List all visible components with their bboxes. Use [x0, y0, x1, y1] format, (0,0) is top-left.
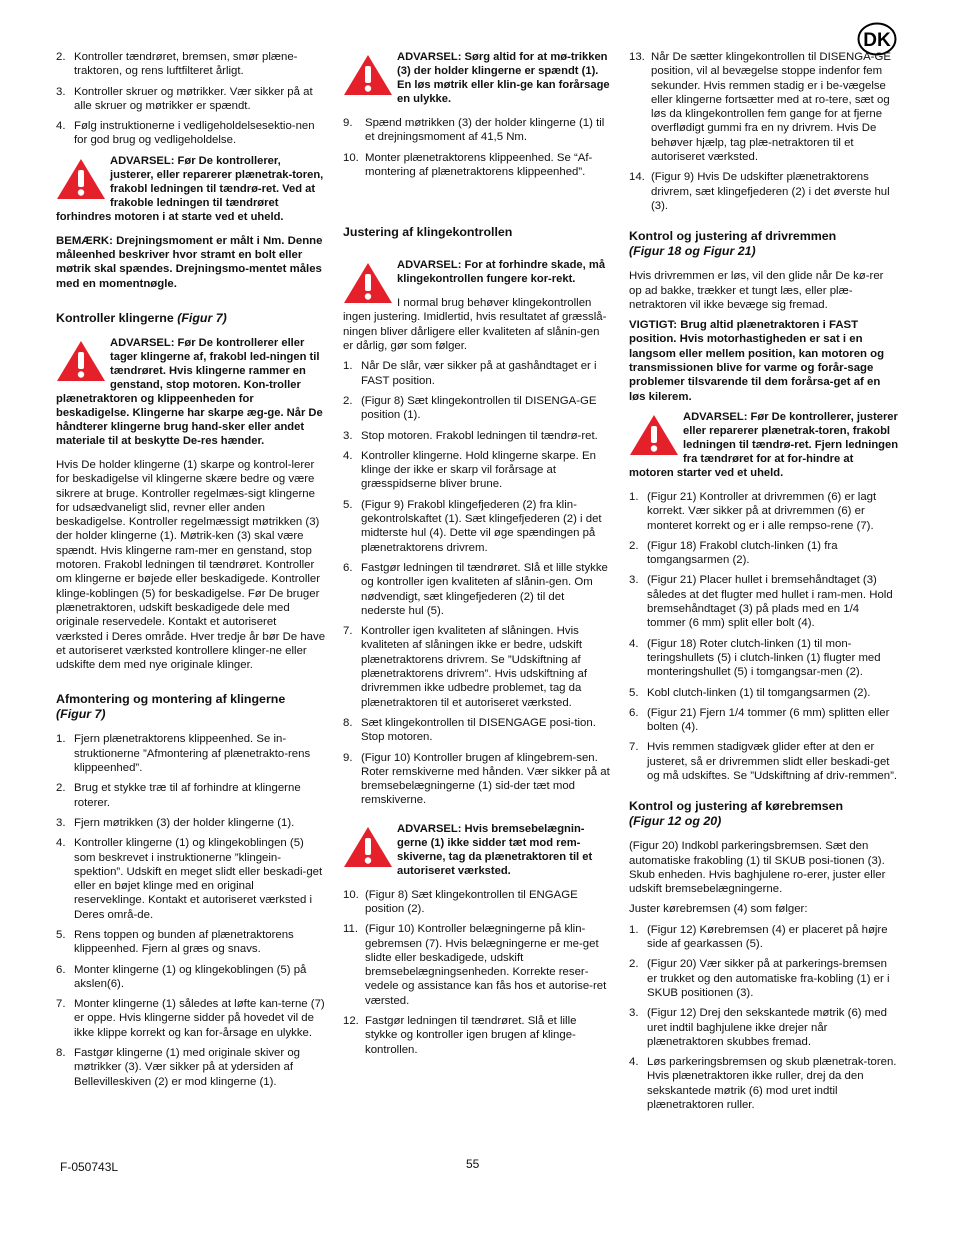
list-item-text: Fastgør ledningen til tændrøret. Slå et lille stykke og kontroller igen kvaliteten af slånin-gen. Om nødvendigt, sæt klingefjederen (2) til det nederste hul (5). — [361, 561, 608, 617]
document-code: F-050743L — [60, 1160, 119, 1174]
list-item-number: 12. — [343, 1015, 359, 1028]
list-item-number: 4. — [56, 837, 66, 850]
list-item — [343, 922, 611, 1008]
warning-box — [56, 336, 326, 448]
list-item-number: 10. — [343, 151, 359, 164]
list-item — [56, 50, 326, 79]
list-item — [629, 686, 899, 700]
list-item-number: 3. — [343, 429, 353, 442]
warning-box — [343, 258, 611, 286]
warning-triangle-icon — [343, 54, 393, 96]
warning-text: ADVARSEL: Hvis bremsebelægnin-gerne (1) ikke sidder tæt mod rem-skiverne, tag da plænetraktoren til et autoriseret værksted. — [397, 822, 593, 877]
list-item-text: (Figur 9) Frakobl klingefjederen (2) fra klin-gekontrolskaftet (1). Sæt klingefjederen (2) i det midterste hul (4). Dette vil øge spændingen på plænetraktorens drivrem. — [361, 498, 602, 554]
list-item-text: Følg instruktionerne i vedligeholdelsesektio-nen for god brug og vedligeholdelse. — [74, 120, 315, 147]
list-item — [343, 498, 611, 555]
list-item-text: Fastgør klingerne (1) med originale skiver og møtrikker (3). Vær sikker på at ydersiden af Bellevilleskiven (2) er mod klingerne (1). — [74, 1047, 301, 1088]
list-item-text: (Figur 21) Placer hullet i bremsehåndtaget (3) således at det flugter med hullet i ram-men. Hold bremsehåndtaget (3) på plads med en 1/4 tommer (6 mm) split eller bolt (4). — [647, 574, 893, 630]
list-item-number: 7. — [629, 741, 639, 754]
list-item-number: 7. — [56, 998, 66, 1011]
list-item — [629, 50, 899, 164]
list-item-text: (Figur 18) Frakobl clutch-linken (1) fra tomgangsarmen (2). — [647, 539, 838, 567]
list-item-text: (Figur 12) Kørebremsen (4) er placeret på højre side af gearkassen (5). — [647, 923, 888, 951]
list-item-number: 3. — [56, 816, 66, 829]
list-item-text: Rens toppen og bunden af plænetraktorens klippeenhed. Fjern al græs og snavs. — [74, 928, 294, 956]
list-blade-torque — [343, 116, 611, 179]
column-left — [56, 50, 326, 1095]
list-item — [629, 923, 899, 952]
heading-drive-brake: Kontrol og justering af kørebremsen (Figur 12 og 20) — [629, 799, 844, 829]
warning-text: ADVARSEL: Før De kontrollerer, justerer, eller reparerer plænetrak-toren, frakobl ledningen til tændrø-ret. Ved at frakoble ledningen til tændrøret forhindres motoren i at starte ved et uheld. — [56, 154, 324, 223]
list-item-number: 3. — [629, 1007, 639, 1020]
list-item-number: 5. — [343, 498, 353, 511]
list-item — [56, 836, 326, 922]
list-item-text: Sæt klingekontrollen til DISENGAGE posi-tion. Stop motoren. — [361, 716, 596, 744]
list-item-number: 8. — [343, 716, 353, 729]
list-item — [343, 888, 611, 917]
list-item-text: (Figur 8) Sæt klingekontrollen til DISENGA-GE position (1). — [361, 394, 597, 422]
list-item-number: 2. — [56, 782, 66, 795]
heading-drive-belt: Kontrol og justering af drivremmen (Figur 18 og Figur 21) — [629, 229, 837, 259]
list-item-text: Monter klingerne (1) således at løfte kan-terne (7) er oppe. Hvis klingerne sidder på hovedet vil de ikke klippe korrekt og kan for-årsage en ulykke. — [74, 998, 325, 1039]
list-item-number: 6. — [343, 561, 353, 574]
list-item — [629, 1055, 899, 1112]
paragraph-parking-brake: (Figur 20) Indkobl parkeringsbremsen. Sæt den automatiske frakobling (1) til SKUB posi-tionen (3). Skub enheden. Hvis baghjulene ro-erer, juster eller udskift bremsebelægningerne. — [629, 840, 886, 896]
list-item-number: 2. — [629, 958, 639, 971]
list-item-number: 1. — [56, 733, 66, 746]
list-item — [56, 119, 326, 148]
list-item-text: Kontroller igen kvaliteten af slåningen. Hvis kvaliteten af slåningen ikke er bedre, udskift plænetraktorens drivrem. Se ”Udskiftning af plænetraktorens drivrem”. Hvis udskiftning af drivremmen ikke udbedre problemet, tag da plænetraktoren til et autoriseret værksted. — [361, 625, 587, 709]
list-blade-brake — [343, 888, 611, 1057]
list-item-text: (Figur 20) Vær sikker på at parkerings-bremsen er trukket og den automatiske fra-kobling (1) er i SKUB positionen (3). — [647, 958, 890, 999]
badge-text: DK — [863, 30, 891, 51]
list-item-number: 3. — [629, 574, 639, 587]
warning-box — [343, 822, 611, 878]
list-item-text: Monter plænetraktorens klippeenhed. Se “Af-montering af plænetraktorens klippeenhed”. — [365, 151, 593, 178]
list-item — [343, 624, 611, 710]
list-item — [343, 359, 611, 388]
list-item-text: (Figur 21) Kontroller at drivremmen (6) er lagt korrekt. Vær sikker på at drivremmen (6) er monteret korrekt og er i alle rempso-rene (7). — [647, 490, 877, 532]
list-item-text: (Figur 10) Kontroller belægningerne på klin-gebremsen (7). Hvis belægningerne er me-get slidte eller beskadigede, udskift bremsebelægningsenheden. Korrekte reser-vedele og assistance kan fås hos et autorise-ret værsted. — [365, 923, 607, 1007]
paragraph-blade-control: I normal brug behøver klingekontrollen ingen justering. Imidlertid, hvis resultatet af græsslå-ningen bliver dårligere eller kvaliteten af slånin-gen er dårlig, gør som følger. — [343, 297, 607, 353]
heading-check-blades: Kontroller klingerne (Figur 7) — [56, 310, 227, 325]
warning-box — [56, 154, 326, 224]
list-item — [343, 716, 611, 745]
list-item — [56, 781, 326, 810]
list-item — [629, 170, 899, 213]
list-item-number: 1. — [343, 360, 353, 373]
warning-triangle-icon — [343, 826, 393, 868]
list-item-text: Spænd møtrikken (3) der holder klingerne (1) til et drejningsmoment af 41,5 Nm. — [365, 117, 605, 144]
warning-triangle-icon — [56, 340, 106, 382]
list-item-text: Løs parkeringsbremsen og skub plænetrak-toren. Hvis plænetraktoren ikke ruller, drej da den sekskantede møtrik (6) mod uret indtil plænetraktoren ruller. — [647, 1056, 897, 1112]
list-item-text: (Figur 12) Drej den sekskantede møtrik (6) med uret indtil baghjulene ikke drejer når plænetraktoren skubbes fremad. — [647, 1007, 887, 1048]
list-item-number: 4. — [343, 449, 353, 462]
warning-text: ADVARSEL: Sørg altid for at mø-trikken (3) der holder klingerne er spændt (1). En løs møtrik eller klin-ge kan forårsage en ulykke. — [397, 51, 610, 105]
list-item-text: Hvis remmen stadigvæk glider efter at den er justeret, så er drivremmen slidt eller beskadi-get og må udskiftes. Se ”Udskiftning af driv-remmen”. — [647, 741, 898, 782]
list-item-number: 8. — [56, 1047, 66, 1060]
list-item-text: Kobl clutch-linken (1) til tomgangsarmen (2). — [647, 686, 871, 699]
list-item — [343, 429, 611, 443]
list-item — [56, 963, 326, 992]
list-item-text: Når De sætter klingekontrollen til DISENGA-GE position, vil al bevægelse stoppe indenfor fem sekunder. Hvis remmen stadig er i be-vægelse eller klingerne fortsætter med at ro-tere, sæt og løs da klingekontrollen fem gange for at fjerne overflødigt gummi fra en ny drivrem. Hvis De behøver hjælp, tag plæ-netraktoren til et autoriseret værksted. — [651, 51, 891, 164]
list-item — [343, 751, 611, 808]
column-middle — [343, 50, 611, 1063]
list-item-text: Brug et stykke træ til af forhindre at klingerne roterer. — [74, 782, 301, 809]
list-item — [56, 85, 326, 114]
warning-triangle-icon — [343, 262, 393, 304]
list-item — [56, 997, 326, 1040]
list-item-text: Kontroller tændrøret, bremsen, smør plæne-traktoren, og rens luftfilteret årligt. — [74, 51, 298, 78]
page-number: 55 — [466, 1157, 480, 1171]
paragraph-adjust-brake: Juster kørebremsen (4) som følger: — [629, 903, 808, 916]
list-item — [343, 151, 611, 180]
list-item-number: 3. — [56, 85, 66, 98]
list-item-number: 5. — [56, 928, 66, 941]
list-item-number: 6. — [56, 963, 66, 976]
list-item-number: 2. — [343, 394, 353, 407]
list-item — [629, 740, 899, 783]
paragraph-drive-belt: Hvis drivremmen er løs, vil den glide når De kø-rer op ad bakke, trækker et tungt læs, eller plæ-netraktoren vil ikke bevæge sig fremad. — [629, 270, 884, 311]
list-item-number: 13. — [629, 51, 645, 63]
list-item-number: 11. — [343, 923, 358, 936]
warning-text: ADVARSEL: Før De kontrollerer, justerer eller reparerer plænetrak-toren, frakobl ledningen til tændrø-ret. Fjern ledningen fra tændrøret for at for-hindre at motoren starter ved et uheld. — [629, 410, 899, 479]
warning-text: ADVARSEL: Før De kontrollerer eller tager klingerne af, frakobl led-ningen til tændrøret. Hvis klingerne rammer en genstand, stop motoren. Kon-troller plænetraktoren og klippeenheden for beskadigelse. Klingerne har skarpe æg-ge. Når De håndterer klingerne brug hand-sker eller andet materiale til at beskytte De-res hænder. — [56, 336, 323, 447]
list-item — [56, 816, 326, 830]
list-item — [629, 573, 899, 630]
list-remove-install-blades — [56, 732, 326, 1089]
warning-text: ADVARSEL: For at forhindre skade, må klingekontrollen fungere kor-rekt. — [397, 259, 606, 286]
warning-box — [343, 50, 611, 106]
list-item-number: 1. — [629, 490, 639, 503]
list-item-number: 4. — [629, 637, 639, 650]
list-item — [629, 706, 899, 735]
important-note: VIGTIGT: Brug altid plænetraktoren i FAST position. Hvis motorhastigheden er sat i en langsom eller mellem position, kan motoren og transmissionen blive for varme og forår-sage problemer tilsvarende til dem forårsa-get af en løs kilerem. — [629, 319, 885, 403]
list-item-text: (Figur 9) Hvis De udskifter plænetraktorens drivrem, sæt klingefjederen (2) i det øverste hul (3). — [651, 171, 890, 212]
list-drive-brake — [629, 923, 899, 1113]
list-drive-belt — [629, 490, 899, 783]
warning-triangle-icon — [629, 414, 679, 456]
list-item-text: (Figur 10) Kontroller brugen af klingebrem-sen. Roter remskiverne med hånden. Vær sikker på at bremsebelægningerne (1) sid-der tæt mod remskiverne. — [361, 751, 610, 807]
list-item-number: 7. — [343, 625, 353, 638]
list-item — [56, 1046, 326, 1089]
list-item-text: Stop motoren. Frakobl ledningen til tændrø-ret. — [361, 429, 598, 442]
paragraph-blade-check: Hvis De holder klingerne (1) skarpe og kontrol-lerer for beskadigelse vil klingerne skære bedre og være sikrere at bruge. Kontroller regelmæs-sigt klingerne for udsædvaneligt slid, revner eller anden beskadigelse. Kontroller regelmæssigt møtrikken (3) der holder klingerne (1). Møtrik-ken (3) skal være spændt. Hvis klingerne ram-mer en genstand, stop motoren. Frakobl ledningen til tændrøret. Kontroller om klingerne er bøjede eller beskadigede. Kontroller klinge-koblingen (5) for beskadigelse. Før De bruger plænetraktoren, udskift beskadigede dele med originale reservedele. Kontakt et autoriseret værksted i Deres område. Hver tredje år bør De have et autoriseret værksted kontrollere klinger-ne eller udskifte dem med nye originale klinger. — [56, 458, 326, 672]
list-item — [629, 490, 899, 533]
list-adjust-blade-control — [343, 359, 611, 807]
list-item-text: Kontroller skruer og møtrikker. Vær sikker på at alle skruer og møtrikker er spændt. — [74, 85, 313, 112]
warning-triangle-icon — [56, 158, 106, 200]
list-item-text: Kontroller klingerne (1) og klingekoblingen (5) som beskrevet i instruktionerne ”klingein-spektion”. Udskift en meget slidt eller beskadi-get eller en bøjet klinge med en original reserveklinge. Kontakt et autoriseret værksted i Deres områ-de. — [74, 837, 323, 921]
list-item — [343, 449, 611, 492]
list-item-text: Kontroller klingerne. Hold klingerne skarpe. En klinge der ikke er skarp vil forårsage at græsspidserne bliver brune. — [361, 449, 596, 491]
list-item-number: 5. — [629, 686, 639, 699]
list-blade-control-final — [629, 50, 899, 213]
list-item-number: 9. — [343, 117, 353, 129]
list-item-text: (Figur 21) Fjern 1/4 tommer (6 mm) splitten eller bolten (4). — [647, 706, 890, 734]
heading-adjust-blade-control: Justering af klingekontrollen — [343, 225, 513, 240]
list-item — [343, 561, 611, 618]
list-item-text: Når De slår, vær sikker på at gashåndtaget er i FAST position. — [361, 360, 597, 387]
list-item — [343, 116, 611, 145]
list-item — [56, 928, 326, 957]
list-item-text: Monter klingerne (1) og klingekoblingen (5) på akslen(6). — [74, 963, 307, 990]
list-item — [629, 539, 899, 568]
list-item-number: 1. — [629, 923, 639, 936]
list-item — [343, 394, 611, 423]
list-item-number: 4. — [56, 120, 66, 133]
list-item — [56, 732, 326, 775]
list-item-text: (Figur 8) Sæt klingekontrollen til ENGAGE position (2). — [365, 888, 578, 915]
list-item — [629, 1006, 899, 1049]
list-item-number: 2. — [56, 51, 66, 63]
list-item-number: 4. — [629, 1056, 639, 1069]
heading-remove-install-blades: Afmontering og montering af klingerne (Figur 7) — [56, 692, 286, 722]
list-item-number: 9. — [343, 751, 353, 764]
list-item-number: 10. — [343, 888, 359, 901]
column-right — [629, 50, 899, 1118]
list-item-number: 14. — [629, 171, 645, 184]
warning-box — [629, 410, 899, 480]
list-item-text: Fjern plænetraktorens klippeenhed. Se in-struktionerne ”Afmontering af plænetrakto-rens klippeenhed”. — [74, 733, 311, 775]
list-item-number: 6. — [629, 706, 639, 719]
list-item — [629, 637, 899, 680]
list-item-text: Fjern møtrikken (3) der holder klingerne (1). — [74, 816, 295, 829]
list-item-number: 2. — [629, 539, 639, 552]
list-item — [343, 1014, 611, 1057]
list-item-text: (Figur 18) Roter clutch-linken (1) til mon-teringshullets (5) i clutch-linken (1) flugter med monteringshullet (5) i tomgangsar-men (2). — [647, 637, 881, 679]
list-general-maintenance — [56, 50, 326, 148]
list-item-text: Fastgør ledningen til tændrøret. Slå et lille stykke og kontroller igen brugen af klinge-kontrollen. — [365, 1015, 577, 1056]
torque-note: BEMÆRK: Drejningsmoment er målt i Nm. Denne måleenhed beskriver hvor stramt en bolt eller møtrik skal spændes. Drejningsmo-mentet måles med en momentnøgle. — [56, 234, 323, 290]
list-item — [629, 957, 899, 1000]
